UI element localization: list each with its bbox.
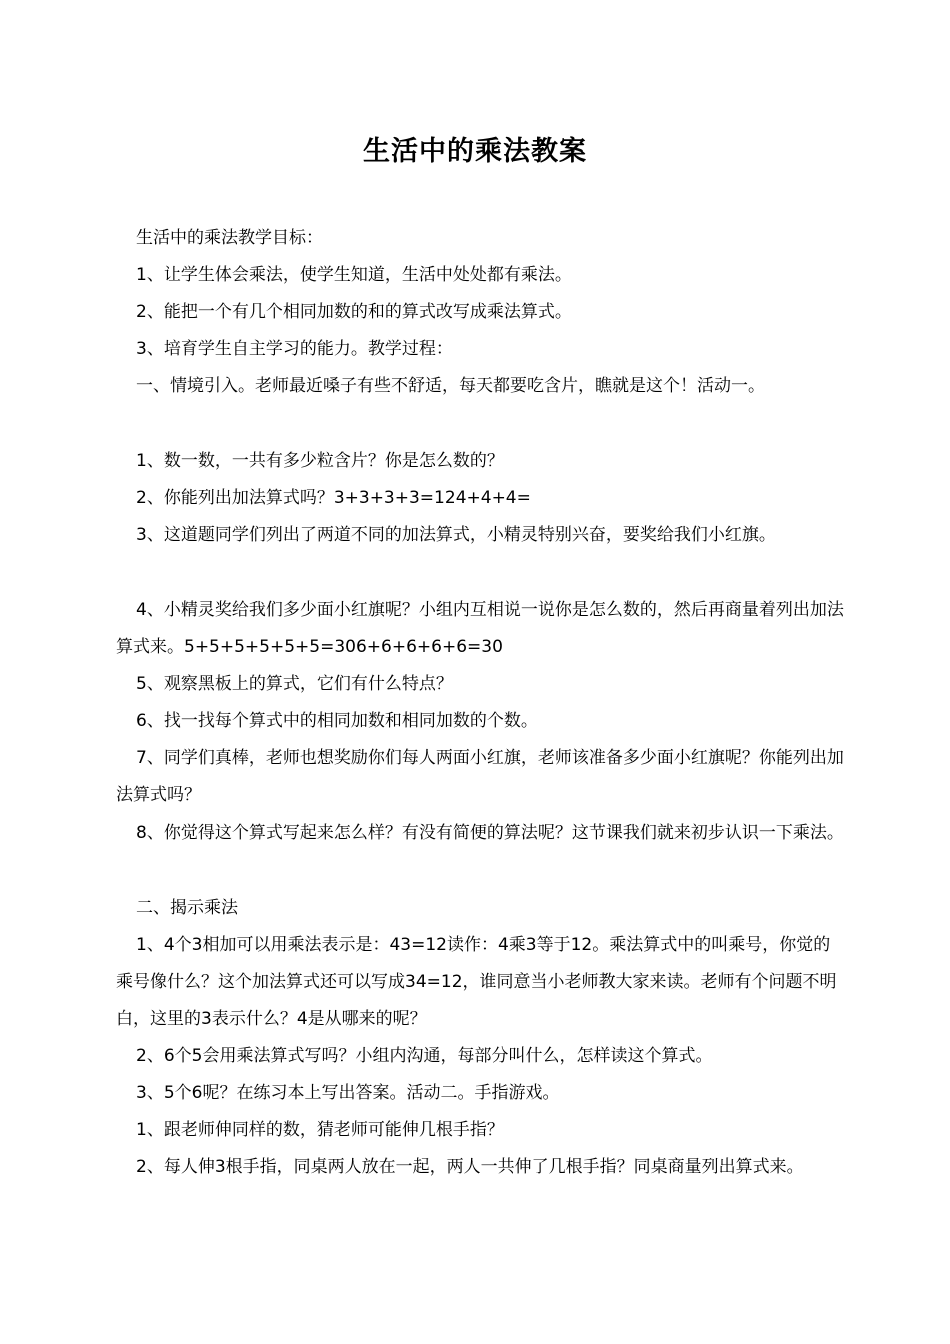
paragraph: 1、让学生体会乘法，使学生知道，生活中处处都有乘法。 — [136, 265, 572, 285]
paragraph: 一、情境引入。老师最近嗓子有些不舒适，每天都要吃含片，瞧就是这个！活动一。 — [136, 376, 765, 396]
paragraph: 1、4个3相加可以用乘法表示是：43=12读作：4乘3等于12。乘法算式中的叫乘号，你觉的乘号像什么？这个加法算式还可以写成34=12，谁同意当小老师教大家来读。老师有个问题不明白，这里的3表示什么？4是从哪来的呢？ — [116, 935, 837, 1029]
paragraph: 2、能把一个有几个相同加数的和的算式改写成乘法算式。 — [136, 302, 572, 322]
paragraph: 2、你能列出加法算式吗？3+3+3+3=124+4+4= — [136, 488, 531, 508]
section-heading: 二、揭示乘法 — [136, 898, 238, 918]
paragraph: 生活中的乘法教学目标： — [136, 228, 323, 248]
paragraph: 5、观察黑板上的算式，它们有什么特点？ — [136, 674, 453, 694]
paragraph: 1、跟老师伸同样的数，猜老师可能伸几根手指？ — [136, 1120, 504, 1140]
paragraph: 1、数一数，一共有多少粒含片？你是怎么数的？ — [136, 451, 504, 471]
document-title: 生活中的乘法教案 — [363, 136, 587, 167]
paragraph: 3、这道题同学们列出了两道不同的加法算式，小精灵特别兴奋，要奖给我们小红旗。 — [136, 525, 776, 545]
paragraph: 3、5个6呢？在练习本上写出答案。活动二。手指游戏。 — [136, 1083, 560, 1103]
paragraph: 4、小精灵奖给我们多少面小红旗呢？小组内互相说一说你是怎么数的，然后再商量着列出加法算式来。5+5+5+5+5+5=306+6+6+6+6=30 — [116, 600, 844, 657]
paragraph: 2、6个5会用乘法算式写吗？小组内沟通，每部分叫什么，怎样读这个算式。 — [136, 1046, 713, 1066]
paragraph: 7、同学们真棒，老师也想奖励你们每人两面小红旗，老师该准备多少面小红旗呢？你能列出加法算式吗？ — [116, 748, 844, 805]
paragraph: 8、你觉得这个算式写起来怎么样？有没有简便的算法呢？这节课我们就来初步认识一下乘法。 — [136, 823, 844, 843]
paragraph: 3、培育学生自主学习的能力。教学过程： — [136, 339, 453, 359]
paragraph: 2、每人伸3根手指，同桌两人放在一起，两人一共伸了几根手指？同桌商量列出算式来。 — [136, 1157, 804, 1177]
paragraph: 6、找一找每个算式中的相同加数和相同加数的个数。 — [136, 711, 538, 731]
